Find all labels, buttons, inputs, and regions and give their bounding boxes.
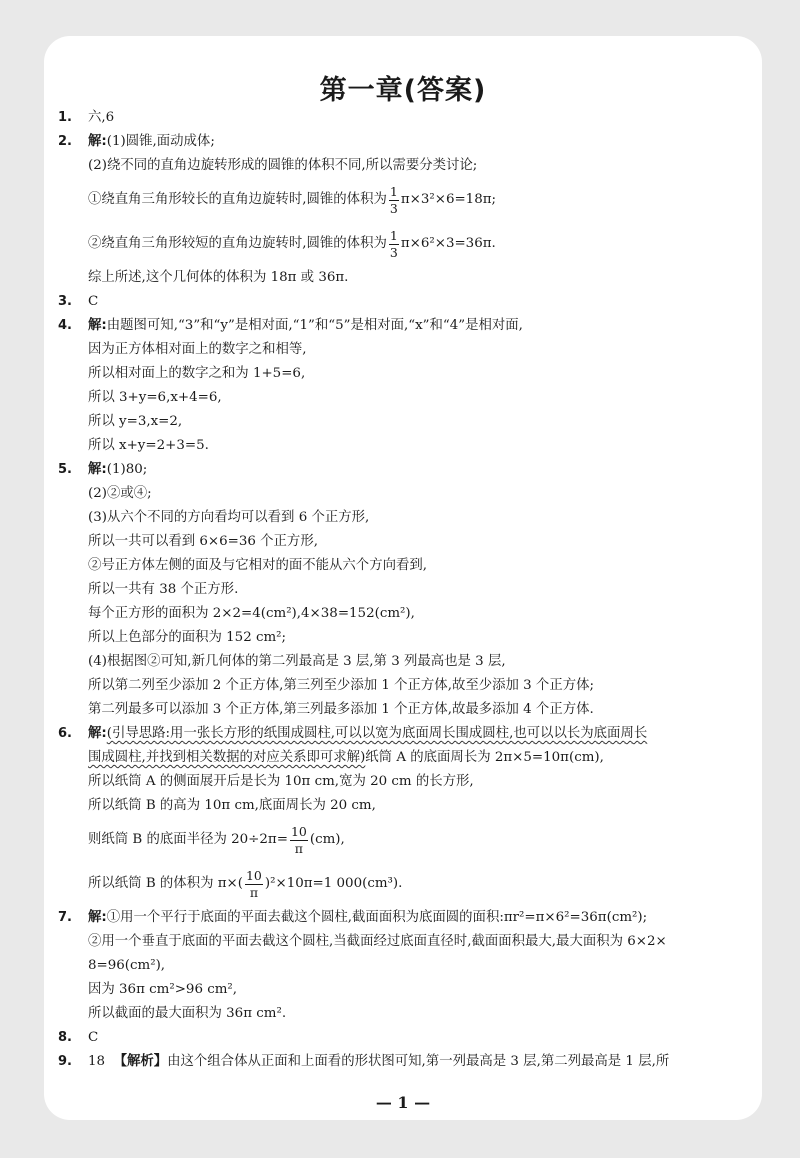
answer-line: 所以纸筒 B 的高为 10π cm,底面周长为 20 cm, bbox=[88, 798, 376, 813]
answer-item-1 bbox=[58, 106, 748, 130]
answer-text: π×3²×6=18π; bbox=[400, 192, 497, 207]
answer-item-6 bbox=[58, 722, 748, 906]
question-number: 4. bbox=[58, 318, 72, 333]
answer-line: 所以 3+y=6,x+4=6, bbox=[88, 390, 222, 405]
numerator: 1 bbox=[389, 183, 398, 199]
numerator: 1 bbox=[389, 227, 398, 243]
question-number: 2. bbox=[58, 134, 72, 149]
answer-item-9 bbox=[58, 1050, 748, 1074]
answer-line bbox=[88, 862, 748, 906]
answer-line: 因为正方体相对面上的数字之和相等, bbox=[88, 342, 307, 357]
hint-text: 围成圆柱,并找到相关数据的对应关系即可求解) bbox=[88, 750, 366, 765]
answer-line: 由这个组合体从正面和上面看的形状图可知,第一列最高是 3 层,第二列最高是 1 层,所 bbox=[167, 1054, 670, 1069]
answer-line: (1)80; bbox=[106, 462, 148, 477]
question-number: 3. bbox=[58, 294, 72, 309]
answer-line: C bbox=[88, 1030, 99, 1045]
answer-page bbox=[44, 36, 762, 1120]
answer-line: 所以截面的最大面积为 36π cm². bbox=[88, 1006, 287, 1021]
answer-line: 所以纸筒 A 的侧面展开后是长为 10π cm,宽为 20 cm 的长方形, bbox=[88, 774, 474, 789]
answer-line: 所以第二列至少添加 2 个正方体,第三列至少添加 1 个正方体,故至少添加 3 个正方体; bbox=[88, 678, 595, 693]
answer-line: ②号正方体左侧的面及与它相对的面不能从六个方向看到, bbox=[88, 558, 428, 573]
answer-text: ②绕直角三角形较短的直角边旋转时,圆锥的体积为 bbox=[88, 236, 387, 251]
answer-line: 8=96(cm²), bbox=[88, 958, 166, 973]
solution-label: 解: bbox=[88, 726, 107, 741]
fraction bbox=[290, 824, 308, 857]
analysis-label: 【解析】 bbox=[113, 1054, 168, 1069]
answer-text: (cm), bbox=[309, 832, 345, 847]
answer-value: 18 bbox=[88, 1054, 106, 1069]
question-number: 8. bbox=[58, 1030, 72, 1045]
solution-label: 解: bbox=[88, 462, 107, 477]
answer-text: π×6²×3=36π. bbox=[400, 236, 496, 251]
answer-line: 由题图可知,“3”和“y”是相对面,“1”和“5”是相对面,“x”和“4”是相对面, bbox=[106, 318, 523, 333]
answer-line: 因为 36π cm²>96 cm², bbox=[88, 982, 238, 997]
numerator: 10 bbox=[245, 867, 262, 883]
answer-text: ①绕直角三角形较长的直角边旋转时,圆锥的体积为 bbox=[88, 192, 387, 207]
answer-item-8 bbox=[58, 1026, 748, 1050]
question-number: 5. bbox=[58, 462, 72, 477]
answer-text: 所以纸筒 B 的体积为 π×( bbox=[88, 876, 243, 891]
answer-item-2 bbox=[58, 130, 748, 290]
answer-line: 纸筒 A 的底面周长为 2π×5=10π(cm), bbox=[365, 750, 604, 765]
answer-text: )²×10π=1 000(cm³). bbox=[264, 876, 403, 891]
answer-text: 则纸筒 B 的底面半径为 20÷2π= bbox=[88, 832, 288, 847]
answer-line: C bbox=[88, 294, 99, 309]
answer-line: 第二列最多可以添加 3 个正方体,第三列最多添加 1 个正方体,故最多添加 4 个正方体. bbox=[88, 702, 594, 717]
answer-line: (4)根据图②可知,新几何体的第二列最高是 3 层,第 3 列最高也是 3 层, bbox=[88, 654, 506, 669]
answer-line: 所以一共可以看到 6×6=36 个正方形, bbox=[88, 534, 318, 549]
fraction bbox=[389, 184, 399, 217]
hint-text: (引导思路:用一张长方形的纸围成圆柱,可以以宽为底面周长围成圆柱,也可以以长为底面周长 bbox=[106, 726, 648, 741]
answer-line: 综上所述,这个几何体的体积为 18π 或 36π. bbox=[88, 270, 349, 285]
answer-line: ①用一个平行于底面的平面去截这个圆柱,截面面积为底面圆的面积:πr²=π×6²=36π(cm²); bbox=[106, 910, 648, 925]
denominator: π bbox=[249, 884, 259, 900]
answer-item-3 bbox=[58, 290, 748, 314]
answer-line bbox=[88, 818, 748, 862]
answer-line bbox=[88, 222, 748, 266]
answer-line: (2)②或④; bbox=[88, 486, 152, 501]
answer-item-5 bbox=[58, 458, 748, 722]
denominator: 3 bbox=[389, 200, 398, 216]
page-number: — 1 — bbox=[375, 1093, 431, 1112]
answer-line: (2)绕不同的直角边旋转形成的圆锥的体积不同,所以需要分类讨论; bbox=[88, 158, 478, 173]
solution-label: 解: bbox=[88, 910, 107, 925]
answer-line: 六,6 bbox=[88, 110, 115, 125]
answer-line: ②用一个垂直于底面的平面去截这个圆柱,当截面经过底面直径时,截面面积最大,最大面积为 6×2× bbox=[88, 934, 667, 949]
answer-line: 所以上色部分的面积为 152 cm²; bbox=[88, 630, 287, 645]
answer-line: (1)圆锥,面动成体; bbox=[106, 134, 215, 149]
answer-line bbox=[88, 178, 748, 222]
answer-item-7 bbox=[58, 906, 748, 1026]
answer-line: 所以 x+y=2+3=5. bbox=[88, 438, 209, 453]
solution-label: 解: bbox=[88, 318, 107, 333]
question-number: 6. bbox=[58, 726, 72, 741]
question-number: 9. bbox=[58, 1054, 72, 1069]
page-title: 第一章(答案) bbox=[319, 75, 487, 106]
numerator: 10 bbox=[290, 823, 307, 839]
answer-line: 每个正方形的面积为 2×2=4(cm²),4×38=152(cm²), bbox=[88, 606, 415, 621]
solution-label: 解: bbox=[88, 134, 107, 149]
answer-line: 所以相对面上的数字之和为 1+5=6, bbox=[88, 366, 306, 381]
fraction bbox=[389, 228, 399, 261]
answer-line: (3)从六个不同的方向看均可以看到 6 个正方形, bbox=[88, 510, 370, 525]
fraction bbox=[245, 868, 263, 901]
answer-line: 所以一共有 38 个正方形. bbox=[88, 582, 239, 597]
question-number: 1. bbox=[58, 110, 72, 125]
answer-item-4 bbox=[58, 314, 748, 458]
denominator: π bbox=[294, 840, 303, 856]
question-number: 7. bbox=[58, 910, 72, 925]
answer-content bbox=[58, 106, 748, 1074]
answer-line: 所以 y=3,x=2, bbox=[88, 414, 183, 429]
denominator: 3 bbox=[389, 244, 398, 260]
